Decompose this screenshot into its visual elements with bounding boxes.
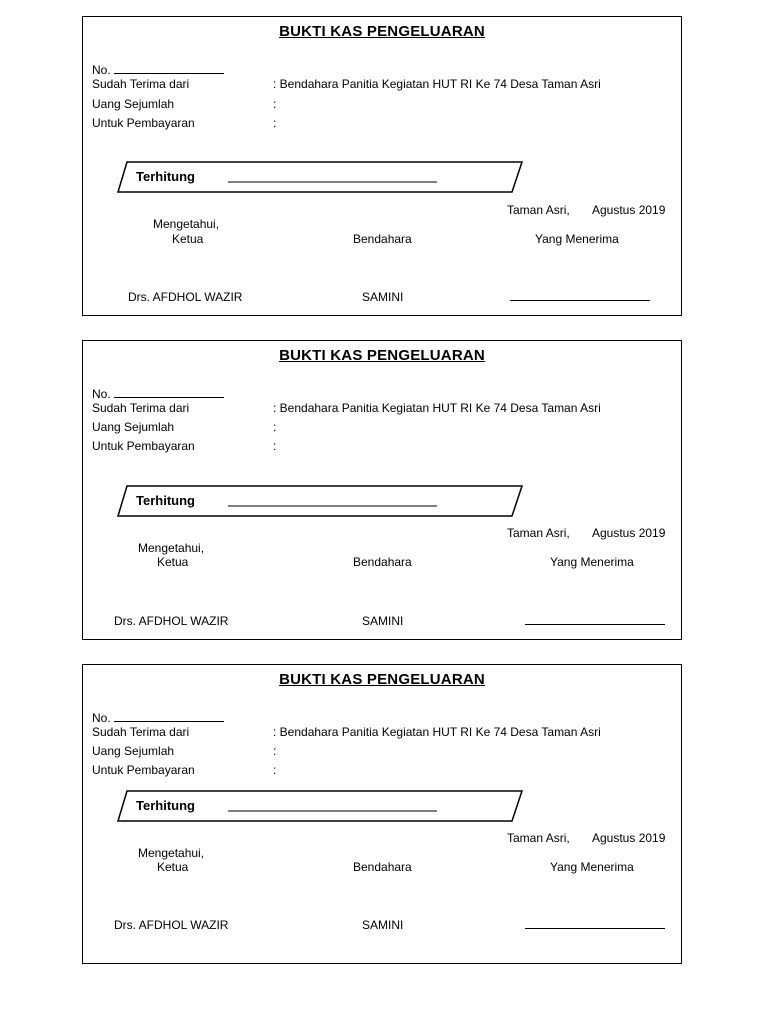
place-label: Taman Asri, <box>507 526 570 540</box>
received-from-label: Sudah Terima dari <box>92 725 190 739</box>
number-label: No. <box>92 387 111 401</box>
number-field <box>92 387 224 401</box>
treasurer-label: Bendahara <box>353 555 412 569</box>
amount-value: : <box>273 420 277 434</box>
approved-label: Mengetahui, <box>153 217 220 231</box>
approved-label: Mengetahui, <box>138 846 205 860</box>
date-label: Agustus 2019 <box>592 526 666 540</box>
chair-name: Drs. AFDHOL WAZIR <box>114 614 229 628</box>
recipient-signature-line <box>525 624 665 625</box>
treasurer-name: SAMINI <box>362 918 404 932</box>
number-field <box>92 711 224 725</box>
chair-label: Ketua <box>157 555 189 569</box>
recipient-signature-line <box>510 300 650 301</box>
receipt-1 <box>82 16 682 316</box>
receipt-2 <box>82 340 682 640</box>
amount-value: : <box>273 97 277 111</box>
received-from-value: : Bendahara Panitia Kegiatan HUT RI Ke 74 Desa Taman Asri <box>273 725 601 739</box>
amount-label: Uang Sejumlah <box>92 744 175 758</box>
payment-for-label: Untuk Pembayaran <box>92 116 195 130</box>
treasurer-name: SAMINI <box>362 614 404 628</box>
payment-for-value: : <box>273 763 277 777</box>
received-from-value: : Bendahara Panitia Kegiatan HUT RI Ke 74 Desa Taman Asri <box>273 401 601 415</box>
place-label: Taman Asri, <box>507 203 570 217</box>
treasurer-label: Bendahara <box>353 232 412 246</box>
recipient-label: Yang Menerima <box>535 232 619 246</box>
payment-for-value: : <box>273 116 277 130</box>
recipient-label: Yang Menerima <box>550 860 634 874</box>
chair-name: Drs. AFDHOL WAZIR <box>114 918 229 932</box>
recipient-signature-line <box>525 928 665 929</box>
number-label: No. <box>92 711 111 725</box>
place-label: Taman Asri, <box>507 831 570 845</box>
number-blank <box>114 397 224 398</box>
receipt-title: BUKTI KAS PENGELUARAN <box>279 671 485 688</box>
counted-label: Terhitung <box>136 493 195 508</box>
number-blank <box>114 73 224 74</box>
receipt-title: BUKTI KAS PENGELUARAN <box>279 23 485 40</box>
number-label: No. <box>92 63 111 77</box>
amount-value: : <box>273 744 277 758</box>
approved-label: Mengetahui, <box>138 541 205 555</box>
received-from-label: Sudah Terima dari <box>92 77 190 91</box>
date-label: Agustus 2019 <box>592 831 666 845</box>
receipt-title: BUKTI KAS PENGELUARAN <box>279 347 485 364</box>
treasurer-label: Bendahara <box>353 860 412 874</box>
received-from-label: Sudah Terima dari <box>92 401 190 415</box>
chair-name: Drs. AFDHOL WAZIR <box>128 290 243 304</box>
recipient-label: Yang Menerima <box>550 555 634 569</box>
payment-for-label: Untuk Pembayaran <box>92 439 195 453</box>
payment-for-value: : <box>273 439 277 453</box>
payment-for-label: Untuk Pembayaran <box>92 763 195 777</box>
receipt-3 <box>82 664 682 964</box>
chair-label: Ketua <box>172 232 204 246</box>
treasurer-name: SAMINI <box>362 290 404 304</box>
number-field <box>92 63 224 77</box>
number-blank <box>114 721 224 722</box>
counted-label: Terhitung <box>136 798 195 813</box>
amount-label: Uang Sejumlah <box>92 420 175 434</box>
amount-label: Uang Sejumlah <box>92 97 175 111</box>
received-from-value: : Bendahara Panitia Kegiatan HUT RI Ke 74 Desa Taman Asri <box>273 77 601 91</box>
date-label: Agustus 2019 <box>592 203 666 217</box>
counted-label: Terhitung <box>136 169 195 184</box>
chair-label: Ketua <box>157 860 189 874</box>
